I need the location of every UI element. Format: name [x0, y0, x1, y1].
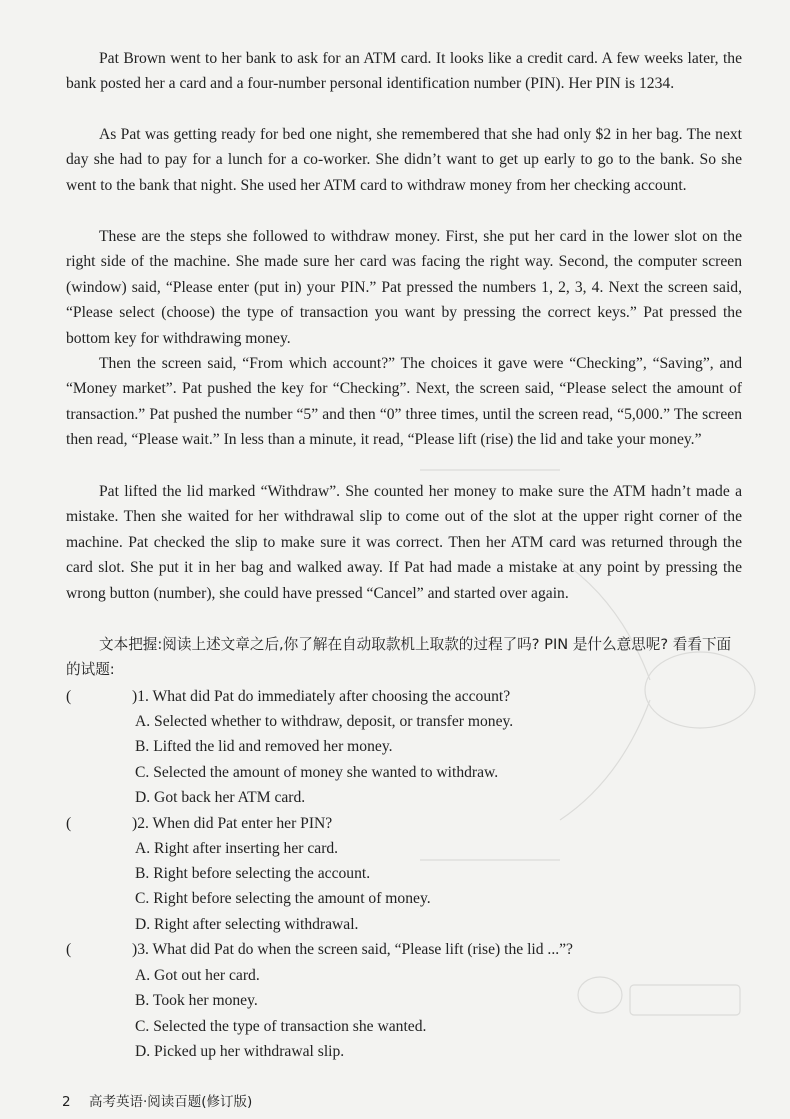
- question-2-option-b: B. Right before selecting the account.: [135, 865, 371, 882]
- passage-paragraph-5: Pat lifted the lid marked “Withdraw”. She counted her money to make sure the ATM hadn’t made a mistake. Then she waited for her withdrawal slip to come out of the slot at the upper right corner of the machine. Pat checked the slip to make sure it was correct. Then her ATM card was returned through the card slot. She put it in her bag and walked away. If Pat had made a mistake at any point by pressing the wrong button (number), she could have pressed “Cancel” and started over again.: [66, 483, 742, 602]
- question-2: [66, 811, 332, 836]
- question-stem: )2. When did Pat enter her PIN?: [132, 815, 333, 832]
- question-stem: )3. What did Pat do when the screen said, “Please lift (rise) the lid ...”?: [132, 941, 573, 958]
- question-1-option-c: C. Selected the amount of money she wanted to withdraw.: [135, 764, 499, 781]
- question-2-option-d: D. Right after selecting withdrawal.: [135, 916, 359, 933]
- question-stem: )1. What did Pat do immediately after choosing the account?: [132, 688, 511, 705]
- book-title: 高考英语·阅读百题(修订版): [89, 1094, 253, 1110]
- page-footer: [62, 1090, 252, 1110]
- answer-blank[interactable]: (: [66, 688, 72, 705]
- question-1-option-b: B. Lifted the lid and removed her money.: [135, 738, 393, 755]
- answer-blank[interactable]: (: [66, 941, 72, 958]
- question-1-option-a: A. Selected whether to withdraw, deposit, or transfer money.: [135, 713, 514, 730]
- passage-paragraph-1: Pat Brown went to her bank to ask for an ATM card. It looks like a credit card. A few weeks later, the bank posted her a card and a four-number personal identification number (PIN). Her PIN is 1234.: [66, 50, 742, 93]
- question-1-option-d: D. Got back her ATM card.: [135, 789, 306, 806]
- reading-instructions: 文本把握:阅读上述文章之后,你了解在自动取款机上取款的过程了吗? PIN 是什么意思呢? 看看下面的试题:: [66, 636, 732, 678]
- question-3: [66, 937, 573, 962]
- question-3-option-a: A. Got out her card.: [135, 967, 260, 984]
- page-number: 2: [62, 1094, 71, 1110]
- question-1: [66, 684, 510, 709]
- question-3-option-b: B. Took her money.: [135, 992, 258, 1009]
- question-2-option-a: A. Right after inserting her card.: [135, 840, 339, 857]
- passage-paragraph-2: As Pat was getting ready for bed one night, she remembered that she had only $2 in her bag. The next day she had to pay for a lunch for a co-worker. She didn’t want to get up early to go to the bank. So she went to the bank that night. She used her ATM card to withdraw money from her checking account.: [66, 126, 742, 194]
- question-3-option-d: D. Picked up her withdrawal slip.: [135, 1043, 345, 1060]
- question-2-option-c: C. Right before selecting the amount of money.: [135, 890, 431, 907]
- passage-paragraph-3: These are the steps she followed to withdraw money. First, she put her card in the lower slot on the right side of the machine. She made sure her card was facing the right way. Second, the computer screen (window) said, “Please enter (put in) your PIN.” Pat pressed the numbers 1, 2, 3, 4. Next the screen said, “Please select (choose) the type of transaction you want by pressing the correct keys.” Pat pressed the bottom key for withdrawing money.: [66, 228, 742, 347]
- question-3-option-c: C. Selected the type of transaction she wanted.: [135, 1018, 427, 1035]
- answer-blank[interactable]: (: [66, 815, 72, 832]
- passage-paragraph-4: Then the screen said, “From which account?” The choices it gave were “Checking”, “Saving”, and “Money market”. Pat pushed the key for “Checking”. Next, the screen said, “Please select the amount of transaction.” Pat pushed the number “5” and then “0” three times, until the screen read, “5,000.” The screen then read, “Please wait.” In less than a minute, it read, “Please lift (rise) the lid and take your money.”: [66, 355, 742, 449]
